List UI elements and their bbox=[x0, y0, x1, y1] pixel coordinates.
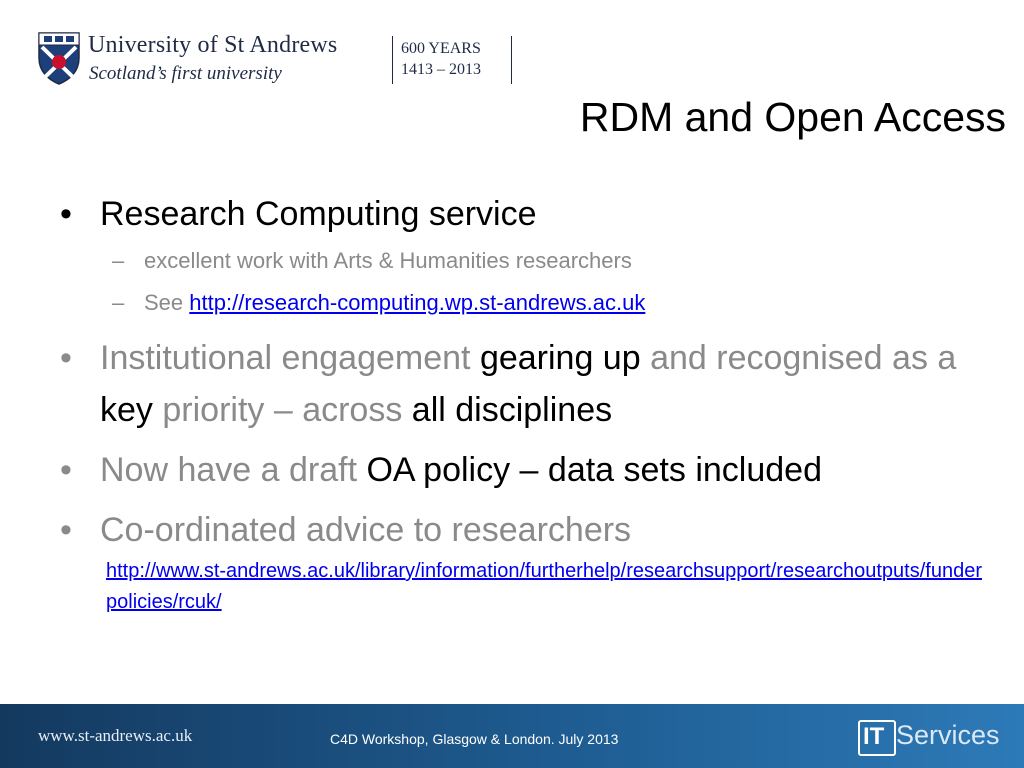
bullet-research-computing bbox=[60, 188, 1000, 240]
bullet-text-part: Now have a draft bbox=[100, 451, 358, 489]
funder-policies-link-container bbox=[106, 556, 986, 618]
bullet-dot-icon: • bbox=[60, 451, 72, 489]
bullet-text-emphasis: key bbox=[100, 391, 153, 429]
slide-content bbox=[60, 188, 1000, 618]
research-computing-link[interactable]: http://research-computing.wp.st-andrews.ac.uk bbox=[189, 290, 646, 315]
university-tagline: Scotland’s first university bbox=[89, 63, 282, 84]
services-logo-text: Services bbox=[896, 720, 1000, 750]
sub-bullet-prefix: See bbox=[144, 290, 184, 315]
bullet-text-emphasis: gearing up bbox=[479, 339, 641, 377]
bullet-coordinated-advice bbox=[60, 504, 1000, 556]
anniversary-dates: 1413 – 2013 bbox=[401, 61, 481, 78]
anniversary-badge bbox=[392, 36, 512, 84]
it-logo-text: IT bbox=[863, 723, 885, 750]
bullet-institutional-engagement bbox=[60, 332, 1000, 436]
university-name: University of St Andrews bbox=[88, 32, 338, 58]
bullet-dot-icon: • bbox=[60, 511, 72, 549]
footer-bar bbox=[0, 704, 1024, 768]
sub-bullet-text: excellent work with Arts & Humanities researchers bbox=[144, 248, 632, 273]
bullet-text-part: and recognised as a bbox=[650, 339, 957, 377]
bullet-text-emphasis: OA policy – data sets included bbox=[366, 451, 822, 489]
dash-icon: – bbox=[112, 290, 125, 315]
bullet-dot-icon: • bbox=[60, 195, 72, 233]
sub-bullet-arts-humanities bbox=[60, 240, 1000, 282]
sub-bullet-see-link bbox=[60, 282, 1000, 324]
bullet-dot-icon: • bbox=[60, 339, 72, 377]
it-logo-box bbox=[858, 720, 896, 756]
bullet-oa-policy bbox=[60, 444, 1000, 496]
bullet-text-part: Institutional engagement bbox=[100, 339, 471, 377]
bullet-text: Co-ordinated advice to researchers bbox=[100, 511, 632, 549]
bullet-text-part: priority – across bbox=[162, 391, 403, 429]
slide-title: RDM and Open Access bbox=[579, 94, 1006, 140]
dash-icon: – bbox=[112, 248, 125, 273]
anniversary-years: 600 YEARS bbox=[401, 40, 481, 57]
bullet-text: Research Computing service bbox=[100, 195, 537, 233]
funder-policies-link[interactable]: http://www.st-andrews.ac.uk/library/information/furtherhelp/researchsupport/researchoutputs/funderpolicies/rcuk/ bbox=[106, 560, 982, 613]
bullet-text-emphasis: all disciplines bbox=[411, 391, 613, 429]
footer-event-info: C4D Workshop, Glasgow & London. July 2013 bbox=[330, 731, 619, 747]
footer-website[interactable]: www.st-andrews.ac.uk bbox=[38, 726, 193, 745]
university-crest-icon bbox=[36, 30, 82, 86]
